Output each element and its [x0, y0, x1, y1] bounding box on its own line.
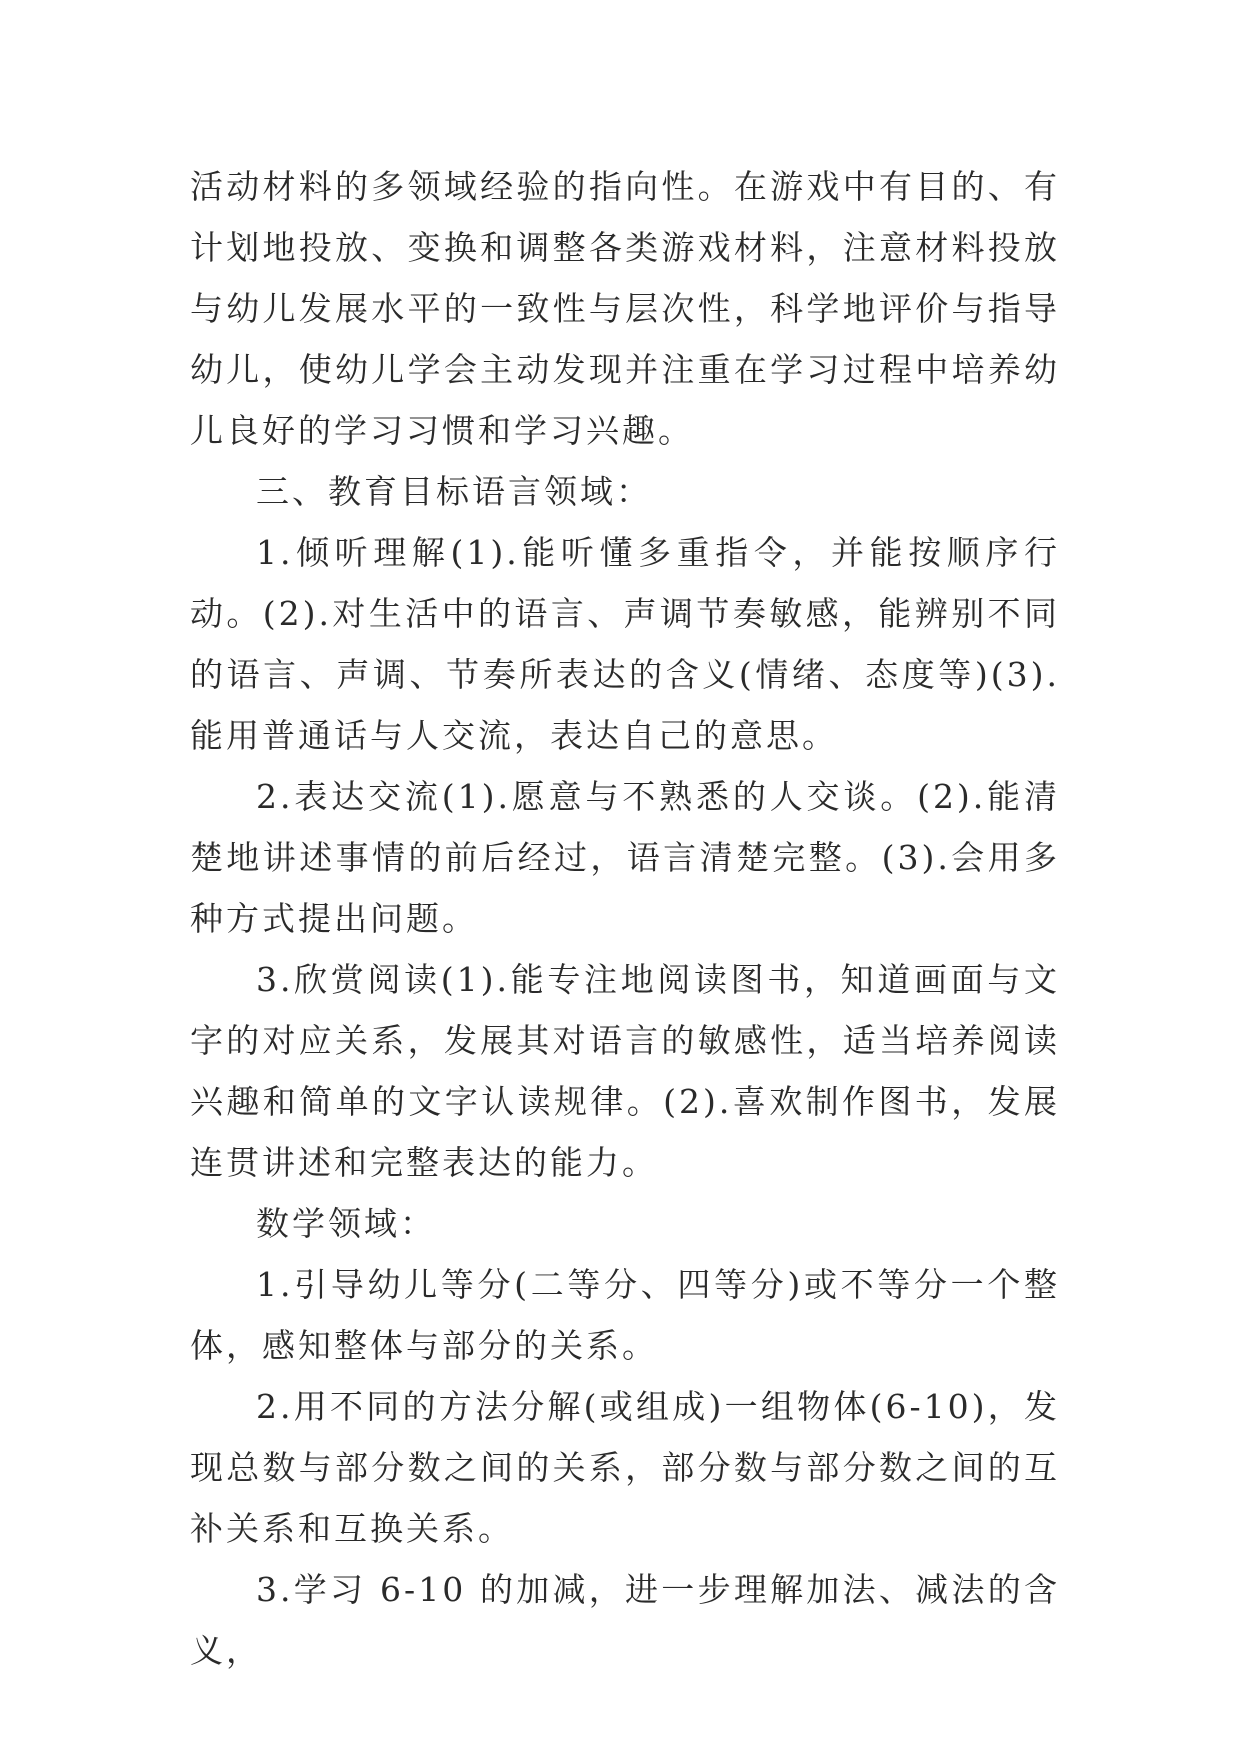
paragraph-reading: 3.欣赏阅读(1).能专注地阅读图书，知道画面与文字的对应关系，发展其对语言的敏感性，适当培养阅读兴趣和简单的文字认读规律。(2).喜欢制作图书，发展连贯讲述和完整表达的能力。	[190, 960, 1060, 1182]
paragraph-math-3: 3.学习 6-10 的加减，进一步理解加法、减法的含义，	[190, 1570, 1060, 1670]
document-body	[190, 156, 1060, 1681]
paragraph-math-1: 1.引导幼儿等分(二等分、四等分)或不等分一个整体，感知整体与部分的关系。	[190, 1265, 1060, 1365]
paragraph-math-2: 2.用不同的方法分解(或组成)一组物体(6-10)，发现总数与部分数之间的关系，部分数与部分数之间的互补关系和互换关系。	[190, 1387, 1060, 1548]
paragraph-continuation: 活动材料的多领域经验的指向性。在游戏中有目的、有计划地投放、变换和调整各类游戏材料，注意材料投放与幼儿发展水平的一致性与层次性，科学地评价与指导幼儿，使幼儿学会主动发现并注重在学习过程中培养幼儿良好的学习习惯和学习兴趣。	[190, 167, 1060, 450]
section-heading-education-goals: 三、教育目标语言领域：	[256, 472, 652, 511]
paragraph-listening: 1.倾听理解(1).能听懂多重指令，并能按顺序行动。(2).对生活中的语言、声调节奏敏感，能辨别不同的语言、声调、节奏所表达的含义(情绪、态度等)(3).能用普通话与人交流，表达自己的意思。	[190, 533, 1060, 755]
section-heading-math: 数学领域：	[256, 1204, 436, 1243]
paragraph-expression: 2.表达交流(1).愿意与不熟悉的人交谈。(2).能清楚地讲述事情的前后经过，语言清楚完整。(3).会用多种方式提出问题。	[190, 777, 1060, 938]
